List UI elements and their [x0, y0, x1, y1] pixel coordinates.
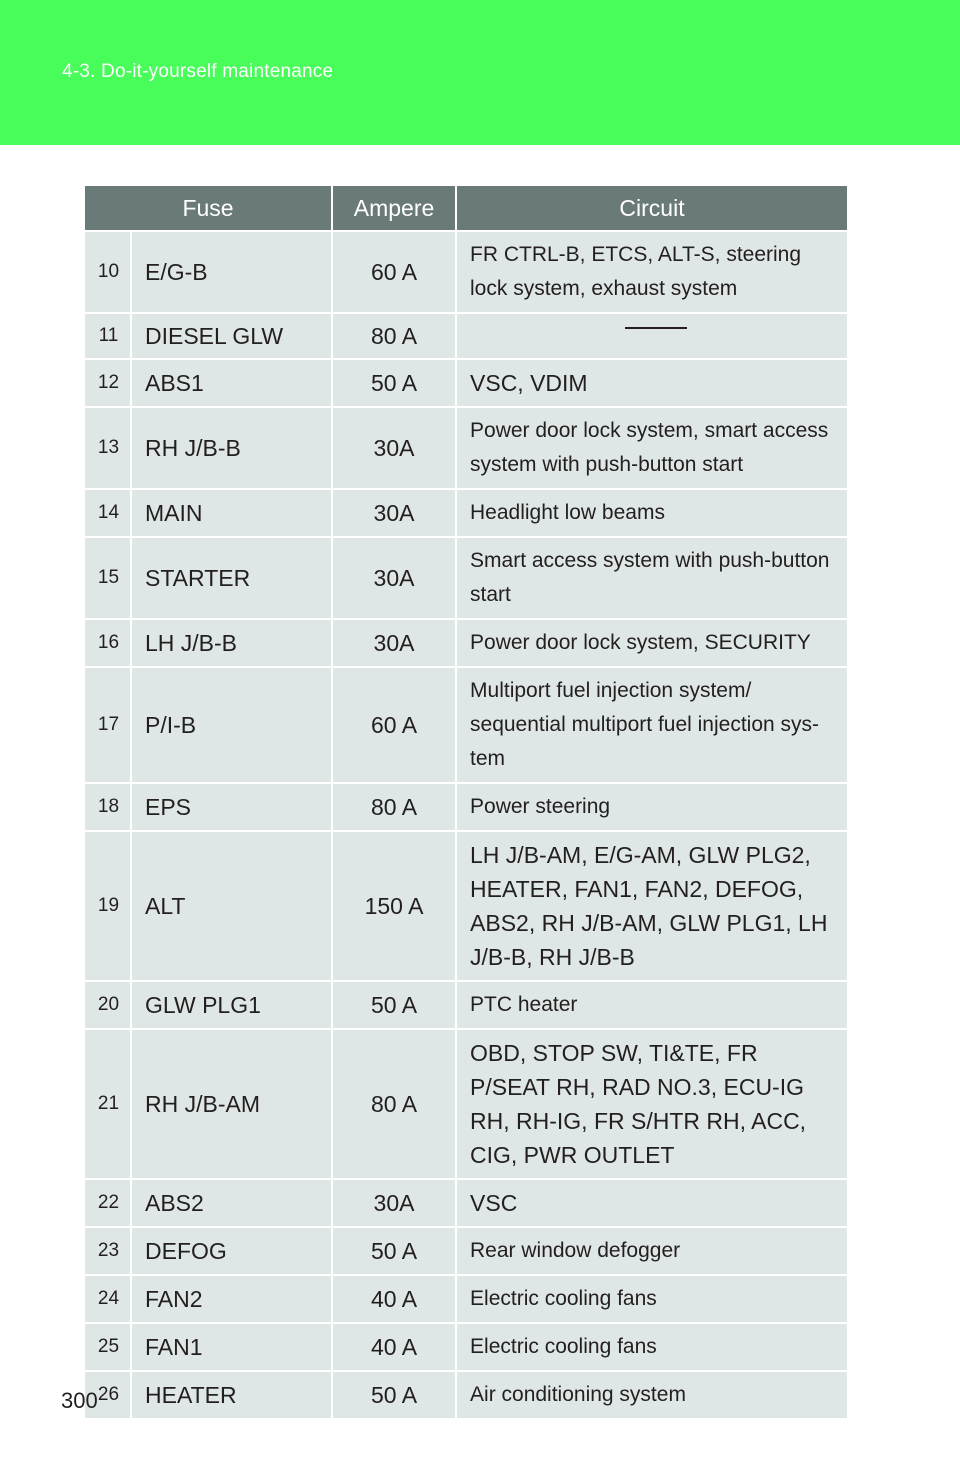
- fuse-name: DEFOG: [131, 1227, 332, 1275]
- fuse-ampere: 80 A: [332, 313, 456, 359]
- fuse-name: LH J/B-B: [131, 619, 332, 667]
- table-row: [85, 489, 847, 537]
- column-header-fuse: Fuse: [85, 186, 332, 231]
- fuse-number: 10: [85, 231, 131, 313]
- fuse-circuit: Power door lock system, SECURITY: [456, 619, 847, 667]
- fuse-number: 16: [85, 619, 131, 667]
- table-row: [85, 831, 847, 981]
- table-row: [85, 1179, 847, 1227]
- fuse-name: EPS: [131, 783, 332, 831]
- fuse-circuit: Smart access system with push-button start: [456, 537, 847, 619]
- fuse-ampere: 40 A: [332, 1275, 456, 1323]
- fuse-circuit: Power steering: [456, 783, 847, 831]
- fuse-number: 15: [85, 537, 131, 619]
- fuse-name: ALT: [131, 831, 332, 981]
- fuse-ampere: 150 A: [332, 831, 456, 981]
- fuse-number: 21: [85, 1029, 131, 1179]
- table-row: [85, 1029, 847, 1179]
- column-header-circuit: Circuit: [456, 186, 847, 231]
- fuse-ampere: 80 A: [332, 1029, 456, 1179]
- fuse-name: FAN2: [131, 1275, 332, 1323]
- fuse-number: 17: [85, 667, 131, 783]
- table-row: [85, 231, 847, 313]
- table-row: [85, 1227, 847, 1275]
- fuse-ampere: 30A: [332, 489, 456, 537]
- table-header-row: [85, 186, 847, 231]
- fuse-circuit: VSC: [456, 1179, 847, 1227]
- fuse-number: 24: [85, 1275, 131, 1323]
- fuse-ampere: 50 A: [332, 1227, 456, 1275]
- table-row: [85, 981, 847, 1029]
- fuse-circuit: LH J/B-AM, E/G-AM, GLW PLG2, HEATER, FAN1, FAN2, DEFOG, ABS2, RH J/B-AM, GLW PLG1, LH J/B-B, RH J/B-B: [456, 831, 847, 981]
- fuse-name: ABS2: [131, 1179, 332, 1227]
- fuse-ampere: 30A: [332, 1179, 456, 1227]
- fuse-name: STARTER: [131, 537, 332, 619]
- fuse-ampere: 80 A: [332, 783, 456, 831]
- fuse-circuit: Multiport fuel injection system/ sequential multiport fuel injection sys-tem: [456, 667, 847, 783]
- fuse-number: 11: [85, 313, 131, 359]
- page-number: 300: [61, 1388, 98, 1413]
- table-row: [85, 407, 847, 489]
- table-row: [85, 359, 847, 407]
- fuse-name: MAIN: [131, 489, 332, 537]
- no-circuit-dash: [625, 327, 687, 329]
- fuse-circuit: Electric cooling fans: [456, 1323, 847, 1371]
- fuse-ampere: 30A: [332, 407, 456, 489]
- fuse-number: 14: [85, 489, 131, 537]
- fuse-number: 12: [85, 359, 131, 407]
- fuse-name: RH J/B-B: [131, 407, 332, 489]
- table-row: [85, 619, 847, 667]
- fuse-circuit-empty: [456, 313, 847, 359]
- fuse-ampere: 60 A: [332, 231, 456, 313]
- fuse-circuit: Power door lock system, smart access system with push-button start: [456, 407, 847, 489]
- fuse-ampere: 50 A: [332, 359, 456, 407]
- fuse-name: FAN1: [131, 1323, 332, 1371]
- fuse-name: RH J/B-AM: [131, 1029, 332, 1179]
- fuse-ampere: 50 A: [332, 981, 456, 1029]
- table-row: [85, 783, 847, 831]
- fuse-number: 22: [85, 1179, 131, 1227]
- fuse-circuit: Rear window defogger: [456, 1227, 847, 1275]
- fuse-circuit: Electric cooling fans: [456, 1275, 847, 1323]
- fuse-number: 25: [85, 1323, 131, 1371]
- fuse-circuit: Air conditioning system: [456, 1371, 847, 1418]
- column-header-ampere: Ampere: [332, 186, 456, 231]
- section-title: 4-3. Do-it-yourself maintenance: [62, 61, 334, 82]
- fuse-ampere: 30A: [332, 619, 456, 667]
- table-row: [85, 1275, 847, 1323]
- table-row: [85, 1371, 847, 1418]
- fuse-name: P/I-B: [131, 667, 332, 783]
- fuse-circuit: VSC, VDIM: [456, 359, 847, 407]
- fuse-name: HEATER: [131, 1371, 332, 1418]
- fuse-name: E/G-B: [131, 231, 332, 313]
- fuse-circuit: Headlight low beams: [456, 489, 847, 537]
- fuse-number: 26: [85, 1371, 131, 1418]
- fuse-number: 13: [85, 407, 131, 489]
- fuse-ampere: 50 A: [332, 1371, 456, 1418]
- table-row: [85, 313, 847, 359]
- table-row: [85, 667, 847, 783]
- fuse-number: 18: [85, 783, 131, 831]
- fuse-name: DIESEL GLW: [131, 313, 332, 359]
- fuse-ampere: 30A: [332, 537, 456, 619]
- fuse-circuit: FR CTRL-B, ETCS, ALT-S, steering lock system, exhaust system: [456, 231, 847, 313]
- fuse-name: GLW PLG1: [131, 981, 332, 1029]
- fuse-number: 20: [85, 981, 131, 1029]
- fuse-circuit: OBD, STOP SW, TI&TE, FR P/SEAT RH, RAD NO.3, ECU-IG RH, RH-IG, FR S/HTR RH, ACC, CIG, PWR OUTLET: [456, 1029, 847, 1179]
- fuse-ampere: 60 A: [332, 667, 456, 783]
- fuse-number: 23: [85, 1227, 131, 1275]
- fuse-table: [85, 186, 847, 1418]
- fuse-name: ABS1: [131, 359, 332, 407]
- fuse-ampere: 40 A: [332, 1323, 456, 1371]
- fuse-number: 19: [85, 831, 131, 981]
- table-row: [85, 1323, 847, 1371]
- table-row: [85, 537, 847, 619]
- fuse-circuit: PTC heater: [456, 981, 847, 1029]
